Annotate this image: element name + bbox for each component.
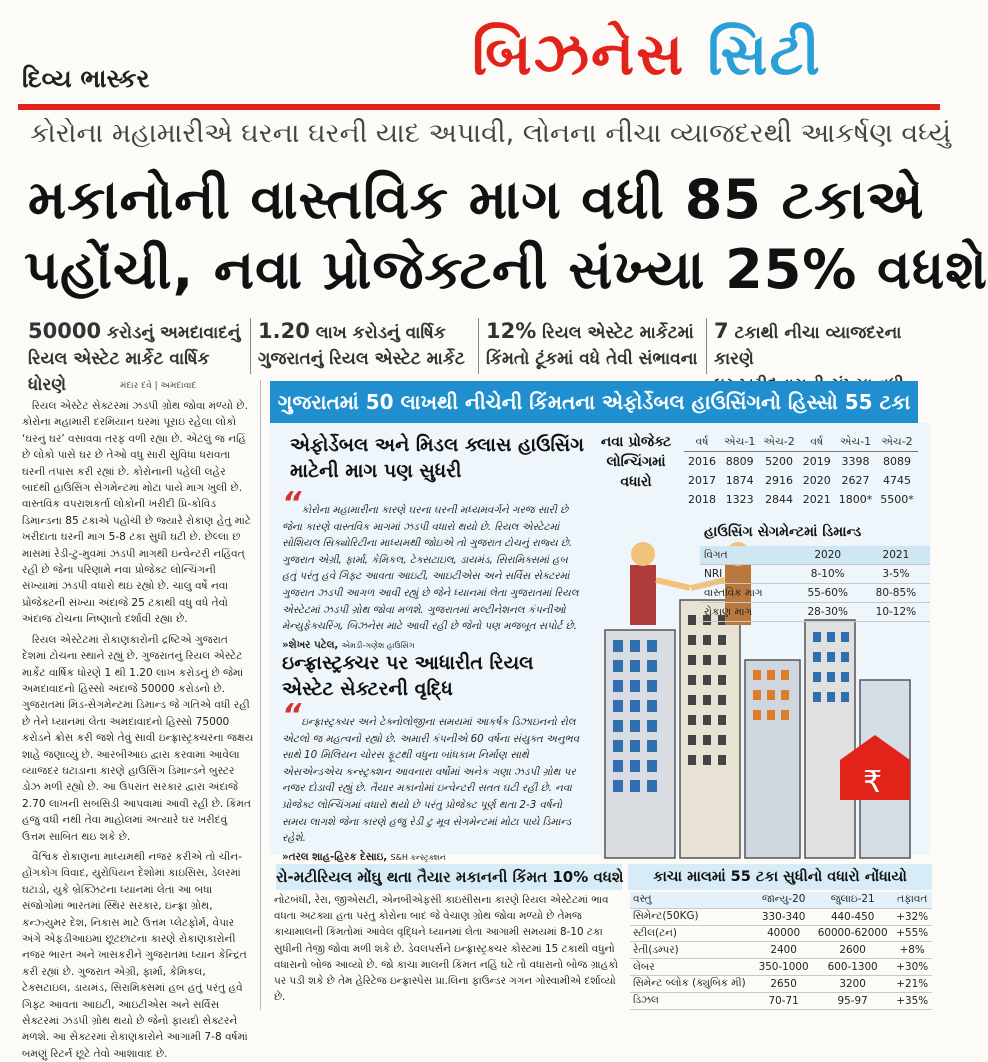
table-cell: +30% xyxy=(892,959,932,976)
launch-header: વર્ષ xyxy=(684,432,720,452)
launch-table xyxy=(684,432,918,509)
price-table-title: કાચા માલમાં 55 ટકા સુધીનો વધારો નોંધાયો xyxy=(628,864,932,890)
launch-label-line2: લોન્ચિંગમાં xyxy=(606,454,666,470)
launch-header: એચ-2 xyxy=(876,432,918,452)
table-cell: 80-85% xyxy=(875,587,917,599)
byline: મંદાર દવે | અમદાવાદ xyxy=(120,381,197,391)
table-cell: 2627 xyxy=(841,474,870,487)
table-row xyxy=(630,975,932,992)
table-cell: +21% xyxy=(892,975,932,992)
feature-subhead-2-line2: એસ્ટેટ સેક્ટરની વૃદ્ધિ xyxy=(282,678,453,700)
highlight-1-lead: 50000 xyxy=(28,319,102,343)
table-cell: 40000 xyxy=(754,925,813,942)
left-column-article xyxy=(22,398,254,1060)
demand-table-title: હાઉસિંગ સેગમેન્ટમાં ડિમાન્ડ xyxy=(704,524,862,540)
highlight-3-text: રિયલ એસ્ટેટ માર્કેટમાં xyxy=(536,323,694,343)
table-cell: 1800* xyxy=(838,493,873,506)
table-cell: +35% xyxy=(892,992,932,1009)
headline-line1: મકાનોની વાસ્તવિક માગ વધી 85 ટકાએ xyxy=(28,168,925,231)
table-cell: 2400 xyxy=(754,942,813,959)
highlight-divider xyxy=(706,318,707,374)
raw-material-headline: રો-મટીરિયલ મોંઘુ થતા તૈયાર મકાનની કિંમત 10% વધશે xyxy=(276,864,622,890)
launch-header: એચ-2 xyxy=(759,432,798,452)
table-cell: સિમેન્ટ બ્લોક (ક્યુબિક મી) xyxy=(630,975,754,992)
table-cell: 2650 xyxy=(754,975,813,992)
table-row xyxy=(630,992,932,1009)
table-cell: જુલાઇ-21 xyxy=(813,892,892,908)
table-cell: 4745 xyxy=(883,474,911,487)
affordable-housing-banner: ગુજરાતમાં 50 લાખથી નીચેની કિંમતના એફોર્ડેબલ હાઉસિંગનો હિસ્સો 55 ટકા xyxy=(270,381,918,423)
article-paragraph: રિયલ એસ્ટેટમાં રોકાણકારોની દ્રષ્ટિએ ગુજરાત દેશમાં ટોચના સ્થાને રહ્યું છે. ગુજરાતનું રિયલ એસ્ટેટ માર્કેટ વાર્ષિક ધોરણે 1 થી 1.20 લાખ કરોડનું છે જેમાં અમદાવાદનો હિસ્સો અંદાજે 50000 કરોડનો છે. ગુજરાતમાં મિડ-સેગમેન્ટમાં ડિમાન્ડ જે ગતિએ વધી રહી છે તેને ધ્યાનમાં લેતા અમદાવાદનો હિસ્સો 75000 કરોડને ક્રોસ કરી જશે તેવું સાવી ઇન્ફ્રાસ્ટ્રક્ચરના જક્ષય શાહે જણાવ્યું છે. આરબીઆઇ દ્વારા કરવામાં આવેલા વ્યાજદર ઘટાડાના કારણે હાઉસિંગ ડિમાન્ડને બુસ્ટર ડોઝ મળી રહ્યો છે. આ ઉપરાંત સરકાર દ્વારા અંદાજે 2.70 લાખની સબસિડી આપવામાં આવી રહી છે. કિંમત હજુ વધી નથી તેવા માહોલમાં અત્યારે ઘર ખરીદવું ઉત્તમ સાબિત થઇ શકે છે. xyxy=(22,633,254,843)
table-cell: વસ્તુ xyxy=(630,892,754,908)
column-rule xyxy=(260,380,261,1010)
table-cell: +8% xyxy=(892,942,932,959)
section-title xyxy=(472,20,822,89)
quote-2-author: »તરલ શાહ-હિરક દેસાઇ, xyxy=(282,850,388,863)
highlight-2-lead: 1.20 xyxy=(258,319,310,343)
table-cell: 10-12% xyxy=(875,606,917,618)
feature-subhead-1 xyxy=(290,432,590,484)
highlight-divider xyxy=(478,318,479,374)
table-cell: 2019 xyxy=(802,455,831,468)
table-cell: 600-1300 xyxy=(813,959,892,976)
section-title-word1: બિઝનેસ xyxy=(472,20,686,88)
table-row xyxy=(630,892,932,908)
table-cell: 3398 xyxy=(841,455,870,468)
table-row xyxy=(700,546,930,565)
table-cell: 3200 xyxy=(813,975,892,992)
quote-2-org: S&H કન્સ્ટ્રક્શન xyxy=(390,852,446,862)
table-cell: 2916 xyxy=(765,474,794,487)
table-row xyxy=(630,925,932,942)
highlight-1-line2: રિયલ એસ્ટેટ માર્કેટ વાર્ષિક ધોરણે xyxy=(28,349,210,395)
table-cell: 2021 xyxy=(862,546,930,565)
highlight-4-lead: 7 xyxy=(714,319,729,343)
table-cell: વાસ્તવિક માગ xyxy=(704,586,763,599)
highlight-1-text: કરોડનું અમદાવાદનું xyxy=(101,323,241,343)
launch-table-label xyxy=(592,432,680,492)
table-cell: 95-97 xyxy=(813,992,892,1009)
table-cell: +32% xyxy=(892,908,932,925)
table-cell: 8809 xyxy=(725,455,754,468)
table-cell: 2016 xyxy=(688,455,716,468)
table-cell: 2844 xyxy=(765,493,794,506)
table-cell: રોકાણ માગ xyxy=(704,605,753,618)
feature-subhead-1-line2: માટેની માગ પણ સુધરી xyxy=(290,460,462,482)
table-row xyxy=(630,942,932,959)
highlight-divider xyxy=(250,318,251,374)
table-cell: 2020 xyxy=(794,546,862,565)
table-cell: 2020 xyxy=(802,474,831,487)
section-title-word2: સિટી xyxy=(707,20,822,88)
table-cell: લેબર xyxy=(630,959,754,976)
table-cell: 440-450 xyxy=(813,908,892,925)
table-cell: 330-340 xyxy=(754,908,813,925)
highlight-3 xyxy=(486,318,701,376)
highlight-3-lead: 12% xyxy=(486,319,537,343)
launch-header: એચ-1 xyxy=(835,432,877,452)
quote-1-org: એમડી-ગણેશ હાઉસિંગ xyxy=(341,640,415,650)
masthead-rule xyxy=(18,104,940,110)
buildings-illustration xyxy=(605,600,910,858)
launch-header: એચ-1 xyxy=(720,432,759,452)
launch-header: વર્ષ xyxy=(799,432,835,452)
table-cell: NRI xyxy=(704,568,723,580)
table-row xyxy=(630,959,932,976)
table-cell: 2018 xyxy=(688,493,716,506)
table-cell: 28-30% xyxy=(807,606,848,618)
table-cell: સ્ટીલ(ટન) xyxy=(630,925,754,942)
launch-label-line3: વધારો xyxy=(620,474,652,490)
feature-subhead-2 xyxy=(282,650,582,702)
table-row xyxy=(630,908,932,925)
table-row xyxy=(700,603,930,622)
paper-name: દિવ્ય ભાસ્કર xyxy=(22,64,150,93)
highlight-4 xyxy=(714,318,938,376)
table-cell: 2600 xyxy=(813,942,892,959)
table-cell: 55-60% xyxy=(807,587,848,599)
launch-label-line1: નવા પ્રોજેક્ટ xyxy=(600,434,672,450)
headline-line2: પહોંચી, નવા પ્રોજેક્ટની સંખ્યા 25% વધશે xyxy=(24,238,988,301)
quote-1-text: કોરોના મહામારીના કારણે ઘરના ઘરની મધ્યમવર્ગને ગરજ સારી છે જેના કારણે વાસ્તવિક માગમાં ઝડપી વધારો થયો છે. રિયલ એસ્ટેટમાં સોશિયલ સિક્યોરિટીના માધ્યમથી જોઇએ તો ગુજરાત ટોચનું રાજ્ય છે. ગુજરાત એગ્રી, ફાર્મા, કેમિકલ, ટેક્સટાઇલ, ડાયમંડ, સિરામિક્સમાં હબ હતું પરંતુ હવે ગિફ્ટ આવતા આઇટી, આઇટીએસ અને સર્વિસ સેક્ટરમાં ગુજરાત ઝડપી આગળ આવી રહ્યું છે જેને ધ્યાનમાં લેતા ગુજરાતમાં રિયલ એસ્ટેટમાં ઝડપી ગ્રોથ જોવા મળશે. ગુજરાતમાં મલ્ટીનેશનલ કંપનીઓ મેન્યુફેક્ચરિંગ, બિઝનેસ માટે આવી રહી છે જેનો પણ મજબૂત સપોર્ટ છે. xyxy=(282,504,579,633)
feature-quote-2 xyxy=(282,698,582,866)
table-cell: ડિઝલ xyxy=(630,992,754,1009)
table-row xyxy=(700,565,930,584)
table-cell: 70-71 xyxy=(754,992,813,1009)
table-row xyxy=(684,452,918,472)
highlight-3-line2: કિંમતો ટૂંકમાં વધે તેવી સંભાવના xyxy=(486,349,698,369)
quote-1-author: »શેખર પટેલ, xyxy=(282,638,339,651)
table-cell: 3-5% xyxy=(882,568,910,580)
table-cell: +55% xyxy=(892,925,932,942)
table-cell: વિગત xyxy=(700,546,794,565)
highlight-2-text: લાખ કરોડનું વાર્ષિક xyxy=(309,323,446,343)
table-cell: 8-10% xyxy=(810,568,845,580)
table-cell: 8089 xyxy=(883,455,911,468)
price-table xyxy=(630,892,932,1010)
table-cell: રેતી(ડમ્પર) xyxy=(630,942,754,959)
table-cell: 5200 xyxy=(765,455,794,468)
table-cell: 2017 xyxy=(688,474,716,487)
article-paragraph: વૈશ્વિક રોકાણના માધ્યમથી નજર કરીએ તો ચીન-હોંગકોંગ વિવાદ, યુરોપિયન દેશોમાં કાઇસિસ, ડેલરમાં ઘટાડો, યુકે બ્રેક્ઝિટના ધ્યાનમાં લેતા આ બધા સંજોગોમાં ભારતમાં સ્થિર સરકાર, ઇન્ફ્રા ગ્રોથ, કન્ઝ્યુમર દેશ, નિકાસ માટે ઉત્તમ પ્લેટફોર્મ, વેપાર અંગે એફડીઆઇમાં છૂટછાટના કારણે રોકાણકારોની નજર ભારત અને ખાસકરીને ગુજરાતમાં ધ્યાન કેન્દ્રિત કરી રહ્યાં છે. ગુજરાત એગ્રી, ફાર્મા, કેમિકલ, ટેક્સટાઇલ, ડાયમંડ, સિરામિક્સમાં હબ હતું પરંતુ હવે ગિફ્ટ આવતા આઇટી, આઇટીએસ અને સર્વિસ સેક્ટરમાં ઝડપી ગ્રોથ થયો છે જેનો ફાયદો સેક્ટરને મળશે. આ સેક્ટરમાં રોકાણકારોને આગામી 7-8 વર્ષમાં બમણું રિટર્ન છૂટે તેવો આશાવાદ છે. xyxy=(22,850,248,1060)
demand-table xyxy=(700,546,930,622)
highlight-4-text: ટકાથી નીચા વ્યાજદરના કારણે xyxy=(714,323,902,369)
svg-text:₹: ₹ xyxy=(863,765,883,800)
quote-2-text: ઇન્ફ્રાસ્ટ્રક્ચર અને ટેક્નોલોજીના સમયમાં આકર્ષક ડિઝાઇનનો રોલ એટલો જ મહત્વનો રહ્યો છે. અમારી કંપનીએ 60 વર્ષના સંયુક્ત અનુભવ સાથે 10 મિલિયન ચોરસ ફૂટથી વધુના બાંધકામ નિર્માણ સાથે એસએન્ડએચ કન્સ્ટ્રક્શન આવનારા વર્ષોમાં અનેક ગણા ઝડપી ગ્રોથ પર નજર દોડાવી રહ્યું છે. તૈયાર મકાનોમાં ઇન્વેન્ટરી સતત ઘટી રહી છે. નવા પ્રોજેક્ટ લોન્ચિંગમાં વધારો થયો છે પરંતુ પ્રોજેક્ટ પૂર્ણ થતા 2-3 વર્ષનો સમય લાગશે જેના કારણે હજુ રેડી ટુ મૂવ સેગમેન્ટમાં મોટા પાયે ડિમાન્ડ રહેશે. xyxy=(282,716,580,845)
table-row xyxy=(684,471,918,490)
article-paragraph: રિયલ એસ્ટેટ સેક્ટરમાં ઝડપી ગ્રોથ જોવા મળ્યો છે. કોરોના મહામારી દરમિયાન ઘરમાં પૂરાઇ રહેલા લોકો ‘ઘરનું ઘર’ વસાવવા તરફ વળી રહ્યા છે. એટલું જ નહિં છે લોકો પાસે ઘર છે તેઓ વધુ સારી સુવિધા ધરાવતા ઘરની તપાસ કરી રહ્યાં છે. કોરોનાની પહેલી લહેર બાદથી હાઉસિંગ સેગમેન્ટમાં મોટા પાયે માગ ખુલી છે. વાસ્તવિક વપરાશકર્તા લોકોની ખરીદી પ્રિ-કોવિડ ડિમાન્ડના 85 ટકાએ પહોંચી છે જ્યારે રોકાણ હેતુ માટે ખરીદાતા ઘરની માગ 5-8 ટકા સુધી ઘટી છે. છેલ્લા છ માસમાં રેડી-ટુ-મુવમાં ઝડપી માગથી ઇન્વેન્ટરી નહિંવત્ રહી છે જેના પરિણામે નવા પ્રોજેક્ટ લોન્ચિંગની સંખ્યામાં ઝડપી વધારો થઇ રહ્યો છે. ચાલુ વર્ષે નવા પ્રોજેક્ટની સંખ્યા અંદાજે 25 ટકાથી વધુ વધે તેવો અંદાજ ટોચના નિષ્ણાતો દર્શાવી રહ્યા છે. xyxy=(22,400,252,626)
table-cell: તફાવત xyxy=(892,892,932,908)
table-row xyxy=(700,584,930,603)
raw-material-body: નોટબંધી, રેરા, જીએસટી, એનબીએફસી કાઇસીસના કારણે રિયલ એસ્ટેટમાં ભાવ વધતા અટક્યા હતા પરંતુ કોરોના બાદ જે વેચાણ ગ્રોથ જોવા મળ્યો છે તેમજ કાચામાલની કિંમતોમાં આવેલ વૃદ્ધિને ધ્યાનમાં લેતા આગામી સમયમાં 8-10 ટકા સુધીની તેજી જોવા મળી શકે છે. ડેવલપર્સને ઇન્ફ્રાસ્ટ્રક્ચર કોસ્ટમાં 15 ટકાથી વધુનો વધારાનો બોજ આવ્યો છે. જો કાચા માલની કિંમત નહિં ઘટે તો વધારાનો બોજ ગ્રાહકો પર પડી શકે છે તેમ હેરિટેજ ઇન્ફ્રાસ્પેસ પ્રા.લિના ફાઉન્ડર ગગન ગોસ્વામીએ દર્શાવ્યો છે. xyxy=(274,894,618,1004)
feature-subhead-2-line1: ઇન્ફ્રાસ્ટ્રક્ચર પર આધારીત રિયલ xyxy=(282,652,534,674)
kicker: કોરોના મહામારીએ ઘરના ઘરની યાદ અપાવી, લોનના નીચા વ્યાજદરથી આકર્ષણ વધ્યું xyxy=(30,118,951,149)
table-row xyxy=(684,490,918,509)
table-cell: જાન્યુ-20 xyxy=(754,892,813,908)
quote-mark-icon: “ xyxy=(282,486,302,521)
table-cell: 5500* xyxy=(880,493,914,506)
table-cell: 1874 xyxy=(725,474,754,487)
table-cell: સિમેન્ટ(50KG) xyxy=(630,908,754,925)
feature-subhead-1-line1: એફોર્ડેબલ અને મિડલ ક્લાસ હાઉસિંગ xyxy=(290,434,585,456)
highlight-2-line2: ગુજરાતનું રિયલ એસ્ટેટ માર્કેટ xyxy=(258,349,465,369)
table-cell: 350-1000 xyxy=(754,959,813,976)
table-cell: 2021 xyxy=(802,493,831,506)
quote-mark-icon: “ xyxy=(282,698,302,733)
highlight-2 xyxy=(258,318,473,376)
feature-quote-1 xyxy=(282,486,582,654)
table-cell: 1323 xyxy=(725,493,754,506)
table-cell: 60000-62000 xyxy=(813,925,892,942)
